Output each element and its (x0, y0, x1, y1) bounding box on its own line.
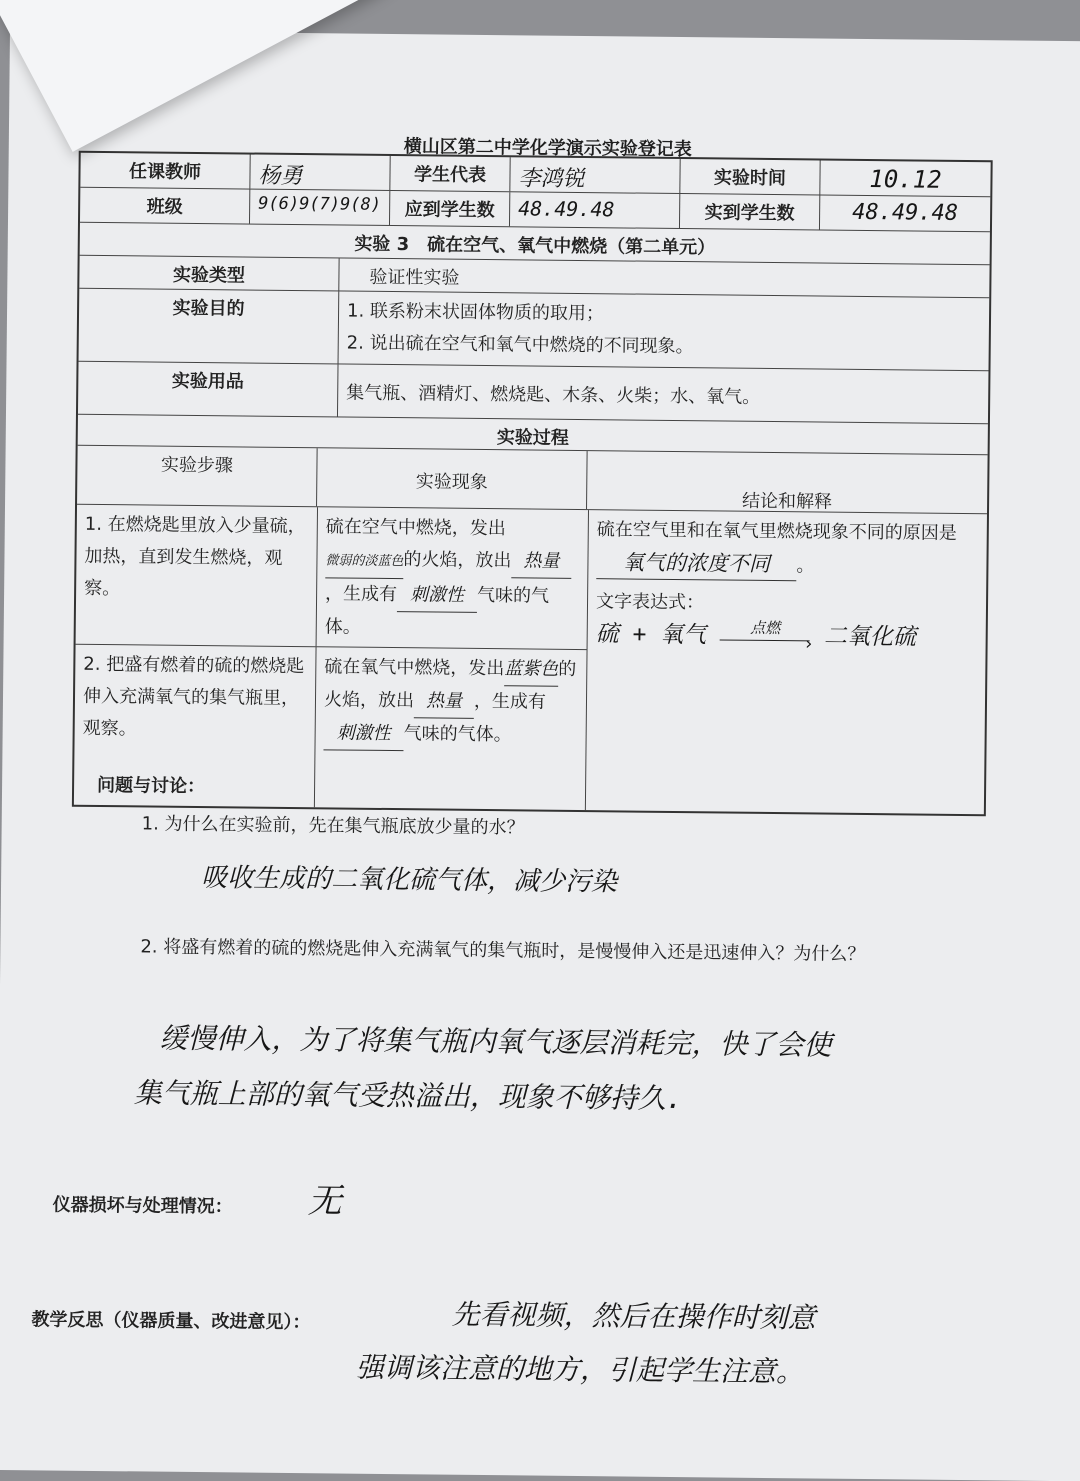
phen1-fill-heat: 热量 (511, 545, 571, 579)
phen2-text-a: 硫在氧气中燃烧，发出 (324, 656, 505, 680)
step-1: 1. 在燃烧匙里放入少量硫，加热，直到发生燃烧，观察。 (76, 505, 317, 648)
reflection-line-2: 强调该注意的地方，引起学生注意。 (355, 1350, 805, 1389)
phen2-text-b: 的火焰，放出 (323, 658, 577, 712)
phen2-fill-heat: 热量 (414, 685, 474, 719)
reaction-arrow (720, 618, 815, 655)
phen1-fill-flame: 微弱的淡蓝色 (325, 545, 403, 579)
col-steps: 实验步骤 (77, 446, 318, 507)
arrow-head-icon: › (803, 633, 815, 655)
rep-label: 学生代表 (390, 156, 510, 191)
phen1-text-c: ，生成有 (325, 583, 398, 606)
phen2-text-d: 气味的气体。 (403, 723, 512, 746)
supplies-value: 集气瓶、酒精灯、燃烧匙、木条、火柴；水、氧气。 (346, 382, 761, 408)
process-heading: 实验过程 (496, 427, 569, 449)
register-table (72, 151, 993, 817)
formula-label: 文字表达式： (595, 591, 705, 614)
class-label: 班级 (80, 188, 250, 224)
question-2: 2. 将盛有燃着的硫的燃烧匙伸入充满氧气的集气瓶时，是慢慢伸入还是迅速伸入？为什么？ (140, 936, 866, 966)
damage-label: 仪器损坏与处理情况： (52, 1194, 233, 1218)
conclusion-text (596, 514, 979, 584)
col-phenomena: 实验现象 (317, 448, 588, 509)
aim-item-2: 2. 说出硫在空气和氧气中燃烧的不同现象。 (346, 332, 694, 358)
experiment-title: 实验 3 硫在空气、氧气中燃烧（第二单元） (354, 233, 716, 259)
reaction-condition: 点燃 (750, 618, 781, 638)
document-title: 横山区第二中学化学演示实验登记表 (403, 136, 692, 161)
teacher-value: 杨勇 (250, 155, 390, 190)
teacher-label: 任课教师 (80, 153, 250, 189)
discussion-heading: 问题与讨论： (96, 774, 206, 798)
word-equation (596, 618, 978, 656)
actual-value: 48.49.48 (852, 199, 959, 226)
time-value: 10.12 (869, 165, 942, 194)
concl-text-a: 硫在空气里和在氧气里燃烧现象不同的原因是 (596, 519, 957, 544)
paper-sheet (0, 30, 1080, 1481)
equation-right: 二氧化硫 (823, 623, 917, 651)
reflection-line-1: 先看视频，然后在操作时刻意 (451, 1297, 816, 1335)
actual-label: 实到学生数 (680, 194, 820, 229)
equation-left: 硫 + 氧气 (595, 621, 707, 649)
type-value: 验证性实验 (369, 266, 460, 289)
aim-item-1: 1. 联系粉末状固体物质的取用； (346, 300, 605, 325)
phenomena-column (315, 507, 589, 810)
question-1: 1. 为什么在实验前，先在集气瓶底放少量的水？ (141, 813, 525, 839)
type-label: 实验类型 (79, 256, 339, 291)
phenomenon-1 (317, 507, 588, 650)
phenomenon-2 (315, 647, 587, 810)
phen1-text-b: 的火焰，放出 (403, 549, 512, 572)
phen1-text-d: 气味的气体。 (324, 584, 550, 638)
process-columns-row (77, 446, 988, 515)
step-2: 2. 把盛有燃着的硫的燃烧匙伸入充满氧气的集气瓶里，观察。 (82, 653, 305, 740)
phen2-text-c: ，生成有 (473, 690, 547, 713)
conclusion-cell (586, 510, 987, 814)
col-conclusion: 结论和解释 (741, 490, 833, 513)
phen1-fill-smell: 刺激性 (397, 579, 477, 613)
damage-value: 无 (307, 1181, 342, 1222)
rep-value: 李鸿锐 (510, 157, 680, 193)
answer-1: 吸收生成的二氧化硫气体，减少污染 (200, 863, 618, 898)
answer-2-line-2: 集气瓶上部的氧气受热溢出，现象不够持久. (133, 1076, 683, 1116)
aim-content (339, 291, 990, 370)
aim-row (79, 289, 990, 372)
process-body-row (74, 505, 987, 815)
answer-2-line-1: 缓慢伸入，为了将集气瓶内氧气逐层消耗完，快了会使 (159, 1021, 832, 1062)
reflection-label: 教学反思（仪器质量、改进意见）： (31, 1309, 311, 1334)
aim-label: 实验目的 (79, 289, 340, 364)
phen1-text-a: 硫在空气中燃烧，发出 (325, 516, 506, 540)
steps-column (74, 505, 318, 808)
concl-fill-reason: 氧气的浓度不同 (596, 546, 796, 581)
supplies-row (78, 362, 989, 425)
time-label: 实验时间 (680, 159, 820, 194)
arrow-line (720, 639, 810, 641)
concl-end: 。 (796, 555, 815, 577)
phen2-fill-flame: 蓝紫色 (504, 653, 558, 687)
phen2-fill-smell: 刺激性 (323, 717, 403, 751)
expected-label: 应到学生数 (390, 191, 510, 226)
expected-value: 48.49.48 (510, 192, 680, 228)
supplies-label: 实验用品 (78, 362, 339, 417)
class-value: 9(6)9(7)9(8) (250, 190, 390, 225)
